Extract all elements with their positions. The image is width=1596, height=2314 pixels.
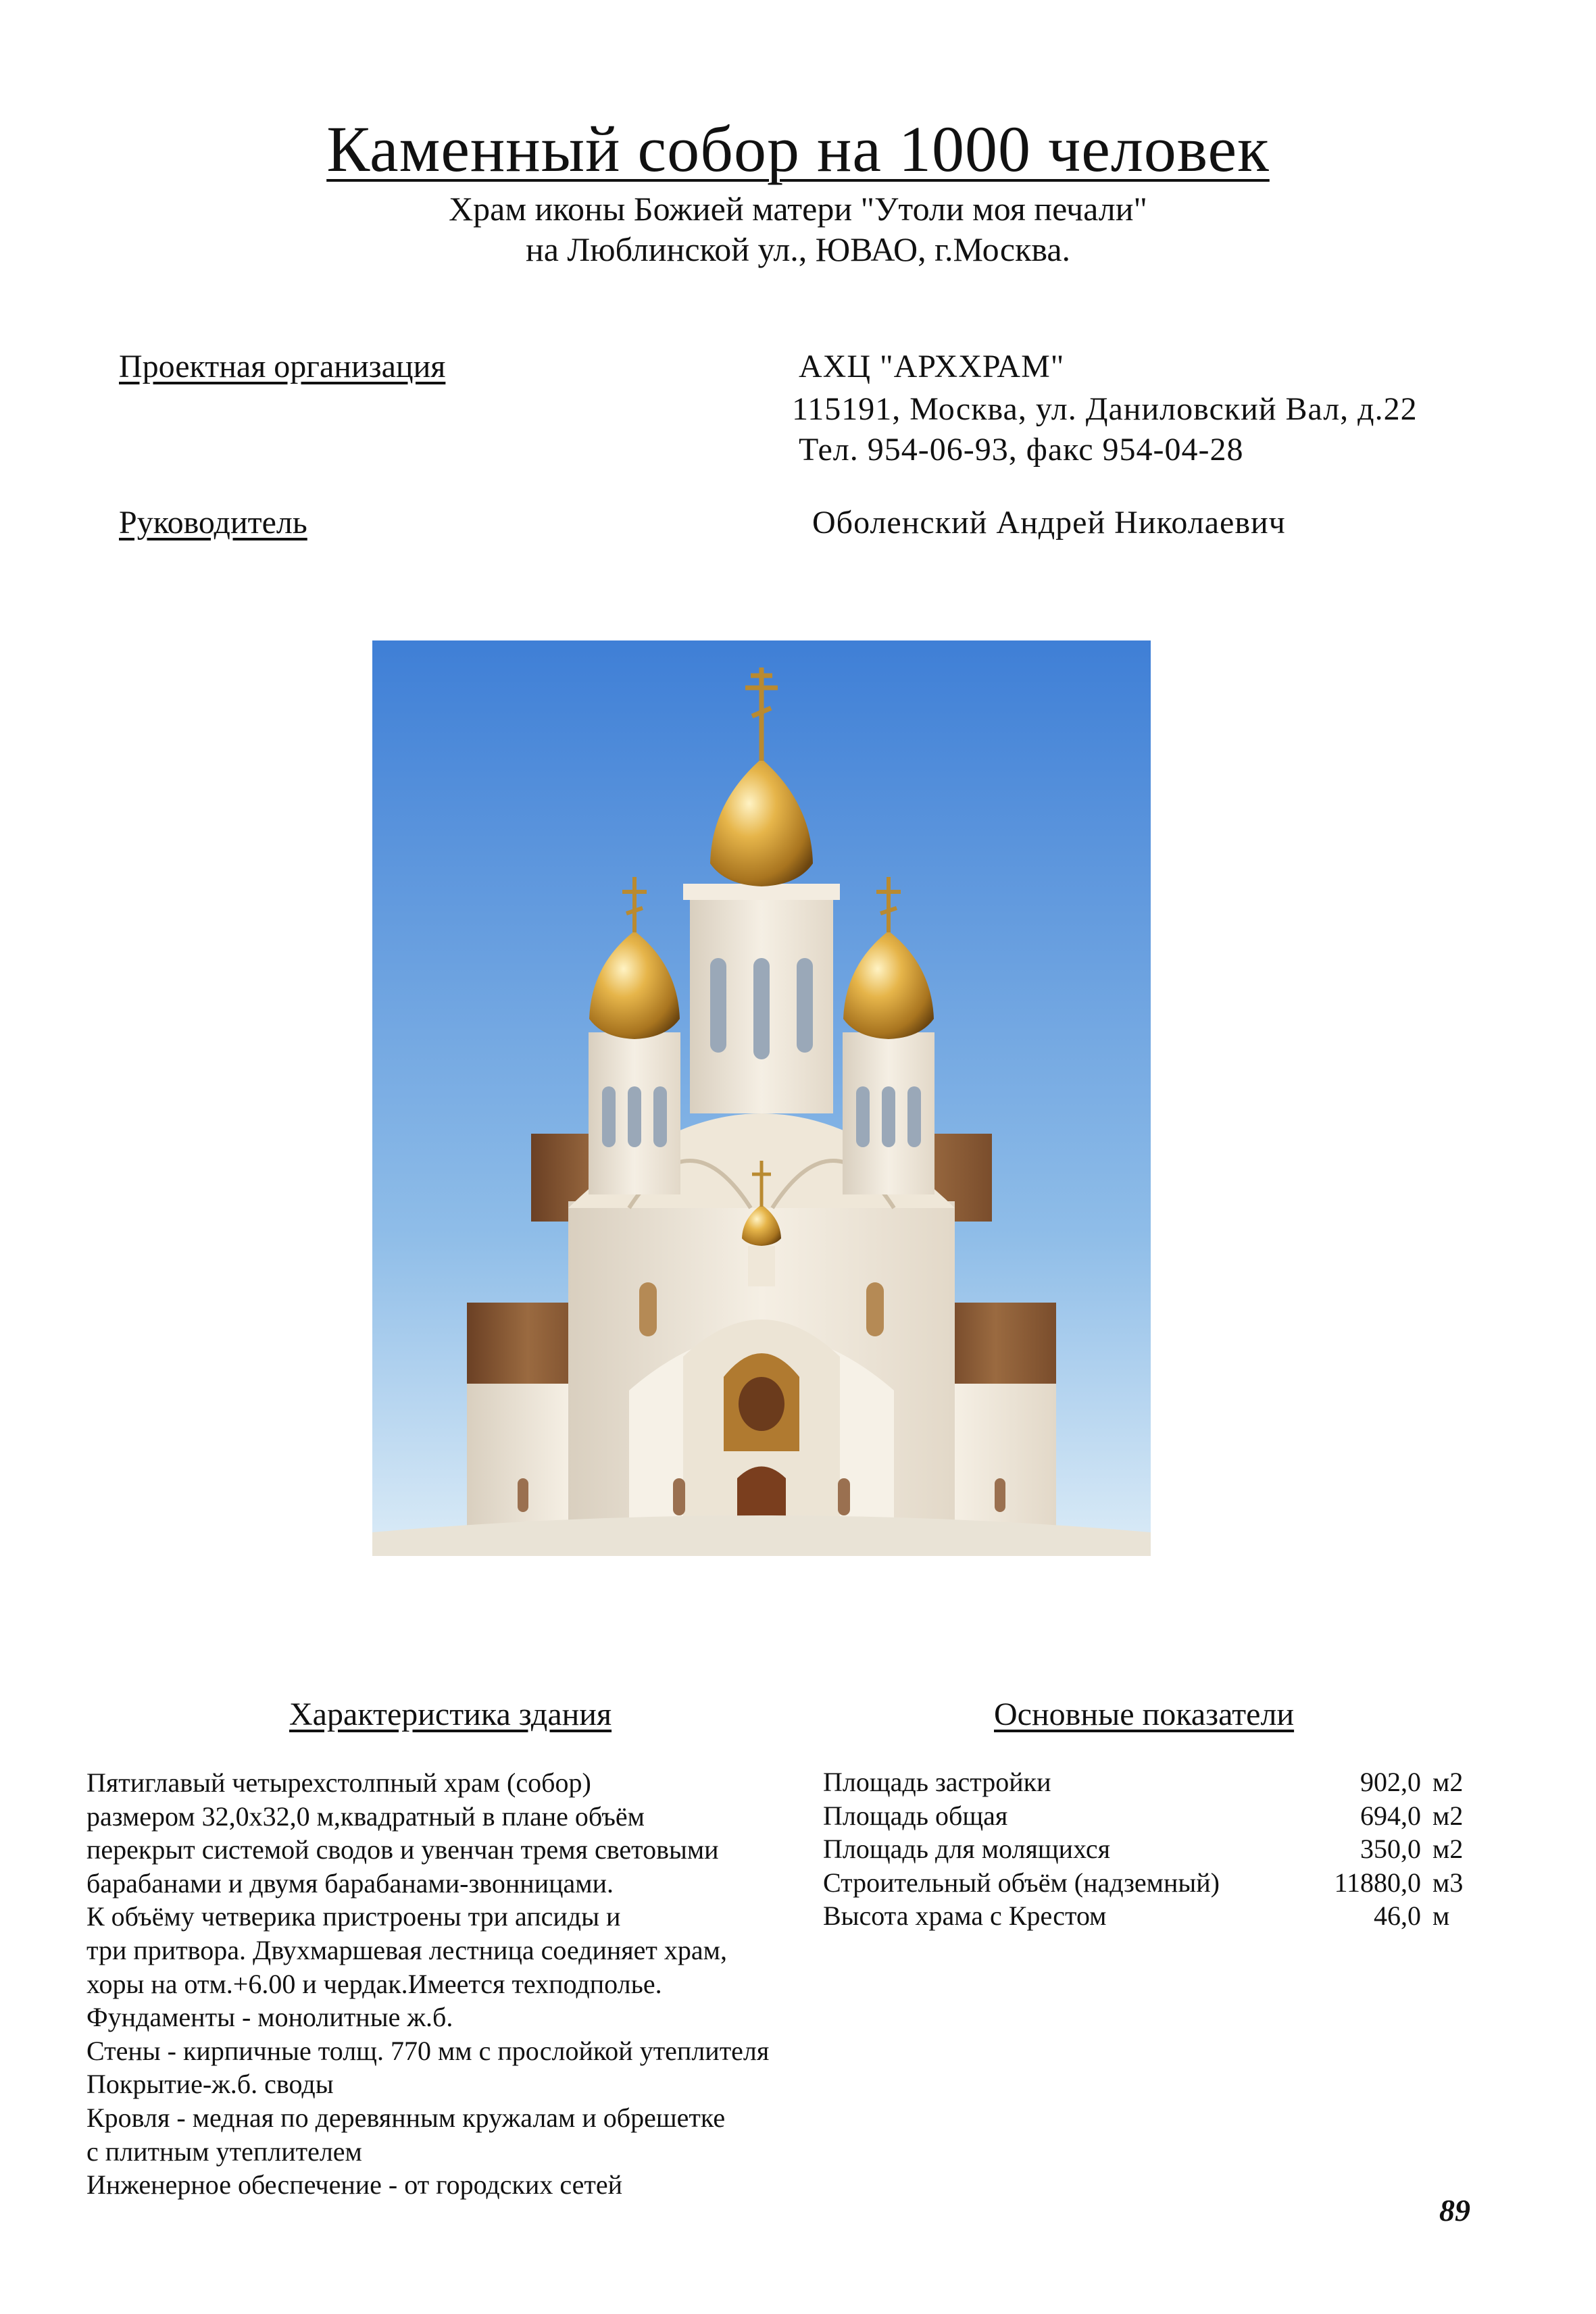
org-name: АХЦ "АРХХРАМ" xyxy=(799,349,1065,384)
indicator-value: 46,0 xyxy=(1374,1901,1421,1932)
indicator-row xyxy=(823,1900,1485,1934)
subtitle-line-1: Храм иконы Божией матери "Утоли моя печали" xyxy=(449,190,1147,228)
indicator-name: Площадь застройки xyxy=(823,1767,1051,1797)
characteristics-line: барабанами и двумя барабанами-звонницами. xyxy=(86,1867,614,1898)
characteristics-line: с плитным утеплителем xyxy=(86,2136,362,2167)
indicator-row xyxy=(823,1833,1485,1867)
indicators-heading: Основные показатели xyxy=(994,1696,1295,1732)
page-title: Каменный собор на 1000 человек xyxy=(326,113,1270,185)
characteristics-line: Фундаменты - монолитные ж.б. xyxy=(86,2002,453,2033)
org-phone: Тел. 954-06-93, факс 954-04-28 xyxy=(799,432,1244,468)
cathedral-illustration xyxy=(372,640,1151,1556)
indicator-unit: м2 xyxy=(1432,1767,1464,1797)
indicator-value: 350,0 xyxy=(1360,1834,1421,1865)
head-label: Руководитель xyxy=(119,505,307,540)
characteristics-line: хоры на отм.+6.00 и чердак.Имеется техподполье. xyxy=(86,1968,662,1999)
page-number: 89 xyxy=(1439,2193,1470,2228)
indicator-name: Площадь общая xyxy=(823,1800,1008,1831)
indicator-value: 902,0 xyxy=(1360,1767,1421,1797)
org-address: 115191, Москва, ул. Даниловский Вал, д.22 xyxy=(792,391,1418,427)
indicator-unit: м2 xyxy=(1432,1834,1464,1865)
characteristics-line: Кровля - медная по деревянным кружалам и обрешетке xyxy=(86,2102,726,2133)
indicator-unit: м xyxy=(1432,1901,1450,1932)
head-name: Оболенский Андрей Николаевич xyxy=(812,505,1286,540)
subtitle-line-2: на Люблинской ул., ЮВАО, г.Москва. xyxy=(525,230,1071,268)
indicator-row xyxy=(823,1800,1485,1834)
indicator-value: 11880,0 xyxy=(1334,1867,1421,1898)
characteristics-line: перекрыт системой сводов и увенчан тремя световыми xyxy=(86,1834,719,1865)
indicator-unit: м2 xyxy=(1432,1800,1464,1831)
indicator-name: Площадь для молящихся xyxy=(823,1834,1111,1865)
characteristics-line: Инженерное обеспечение - от городских сетей xyxy=(86,2169,623,2200)
indicator-row xyxy=(823,1867,1485,1901)
characteristics-line: Покрытие-ж.б. своды xyxy=(86,2069,334,2100)
org-label: Проектная организация xyxy=(119,349,446,384)
characteristics-heading: Характеристика здания xyxy=(289,1696,612,1732)
characteristics-text xyxy=(86,1766,769,2202)
characteristics-line: размером 32,0х32,0 м,квадратный в плане объём xyxy=(86,1801,645,1832)
indicator-row xyxy=(823,1766,1485,1800)
characteristics-line: Пятиглавый четырехстолпный храм (собор) xyxy=(86,1767,591,1798)
indicator-value: 694,0 xyxy=(1360,1800,1421,1831)
indicator-unit: м3 xyxy=(1432,1867,1464,1898)
indicator-name: Высота храма с Крестом xyxy=(823,1901,1107,1932)
characteristics-line: три притвора. Двухмаршевая лестница соединяет храм, xyxy=(86,1934,727,1965)
indicator-name: Строительный объём (надземный) xyxy=(823,1867,1220,1898)
characteristics-line: К объёму четверика пристроены три апсиды и xyxy=(86,1901,621,1932)
indicators-table xyxy=(823,1766,1485,1942)
characteristics-line: Стены - кирпичные толщ. 770 мм с прослойкой утеплителя xyxy=(86,2035,770,2066)
